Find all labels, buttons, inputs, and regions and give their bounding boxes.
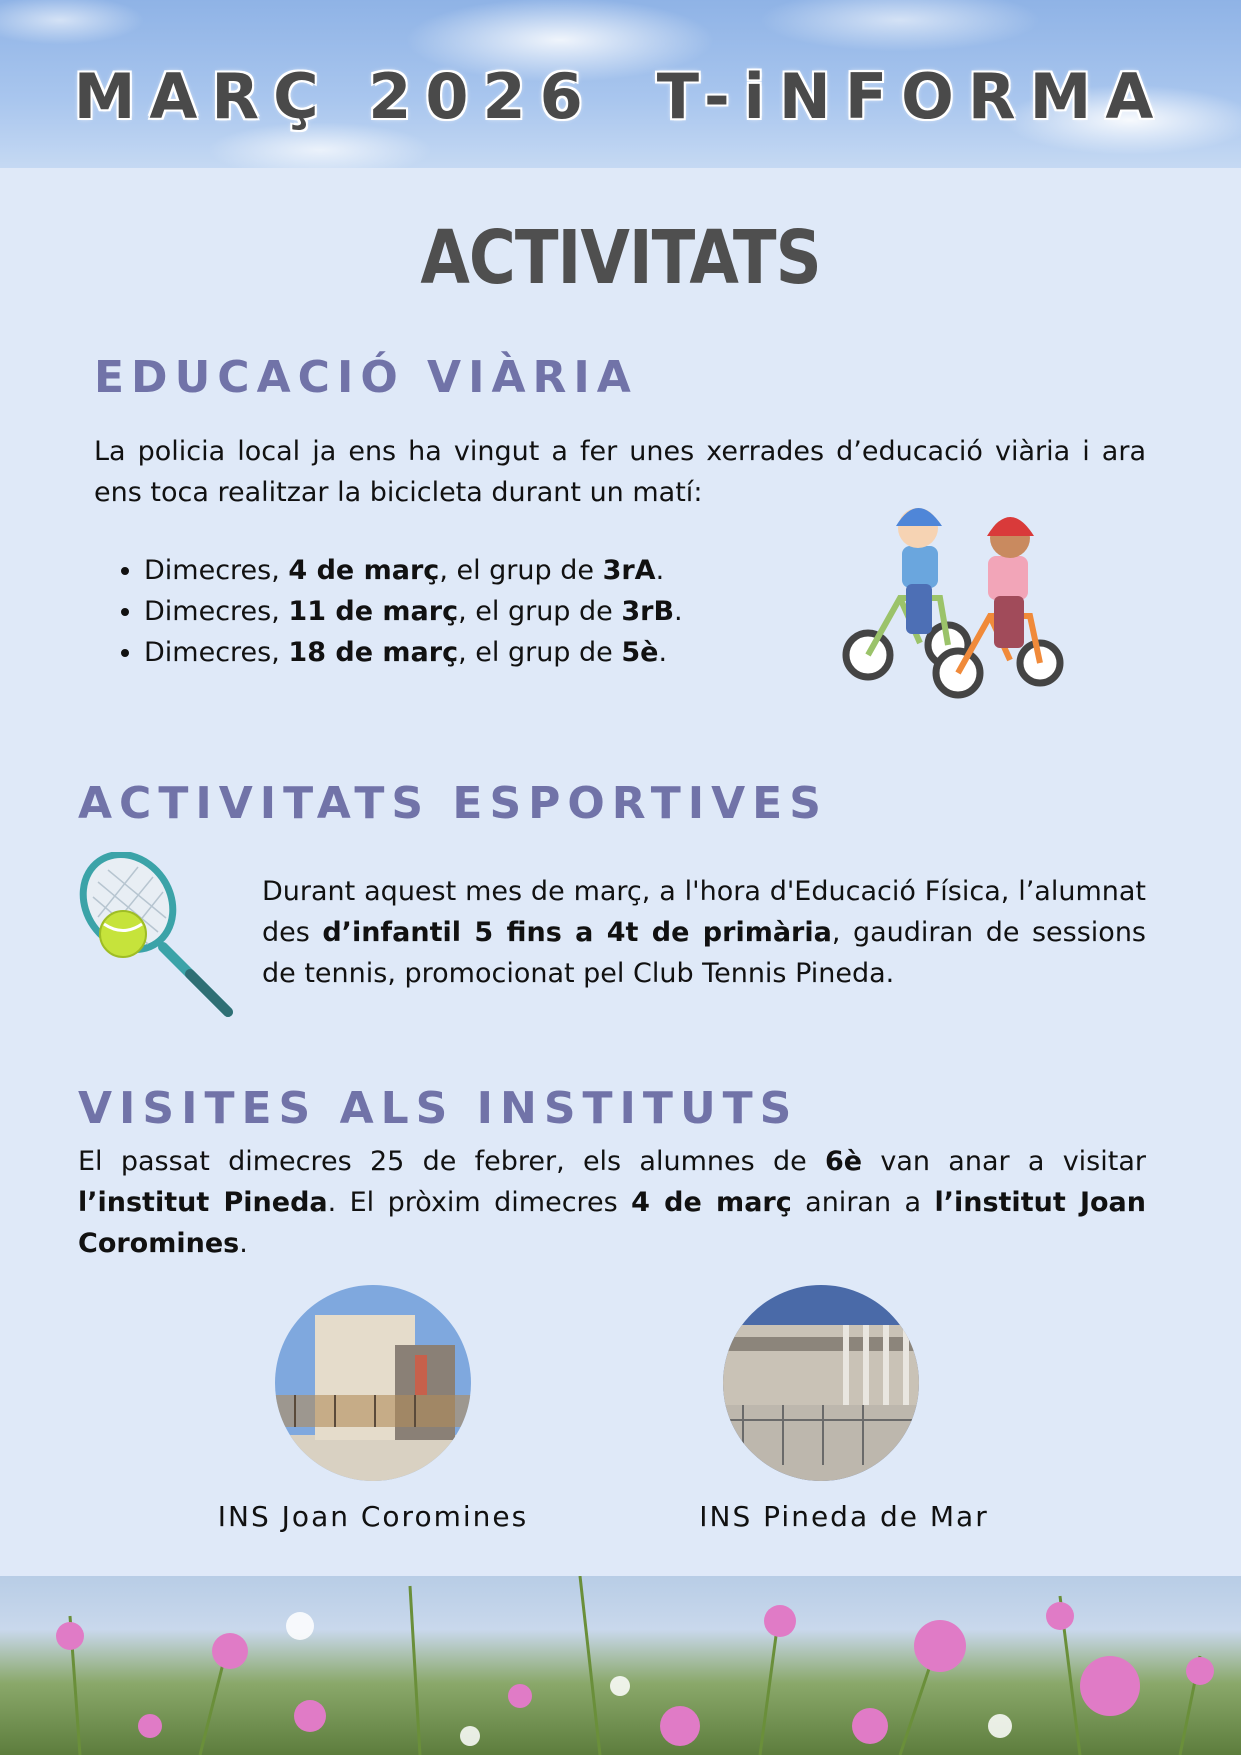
header-banner [0, 0, 1241, 168]
caption-ins-joan-coromines: INS Joan Coromines [217, 1500, 529, 1533]
page-title: ACTIVITATS [420, 216, 821, 302]
esportives-text: Durant aquest mes de març, a l'hora d'Educació Física, l’alumnat des d’infantil 5 fins a 4t de primària, gaudiran de sessions de tennis, promocionat pel Club Tennis Pineda. [262, 876, 1146, 989]
caption-ins-pineda-de-mar: INS Pineda de Mar [699, 1500, 989, 1533]
list-item: • Dimecres, 18 de març, el grup de 5è. [144, 632, 683, 673]
viaria-intro: La policia local ja ens ha vingut a fer unes xerrades d’educació viària i ara ens toca realitzar la bicicleta durant un matí: [94, 436, 1146, 508]
newsletter-brand: T-iNFORMA [656, 60, 1168, 133]
issue-month: MARÇ 2026 [73, 60, 597, 133]
section-title-esportives: ACTIVITATS ESPORTIVES [78, 778, 828, 829]
section-title-viaria: EDUCACIÓ VIÀRIA [94, 352, 638, 403]
viaria-dates-list [100, 550, 683, 673]
list-item: • Dimecres, 11 de març, el grup de 3rB. [144, 591, 683, 632]
list-item: • Dimecres, 4 de març, el grup de 3rA. [144, 550, 683, 591]
footer-flowers-banner [0, 1576, 1241, 1755]
instituts-text: El passat dimecres 25 de febrer, els alumnes de 6è van anar a visitar l’institut Pineda. El pròxim dimecres 4 de març aniran a l’institut Joan Coromines. [78, 1146, 1146, 1259]
kids-bicycles-illustration [840, 478, 1080, 718]
section-title-instituts: VISITES ALS INSTITUTS [78, 1083, 799, 1134]
tennis-racket-icon [78, 852, 238, 1022]
newsletter-title [0, 60, 1241, 133]
photo-ins-pineda-de-mar [723, 1285, 919, 1481]
photo-ins-joan-coromines [275, 1285, 471, 1481]
